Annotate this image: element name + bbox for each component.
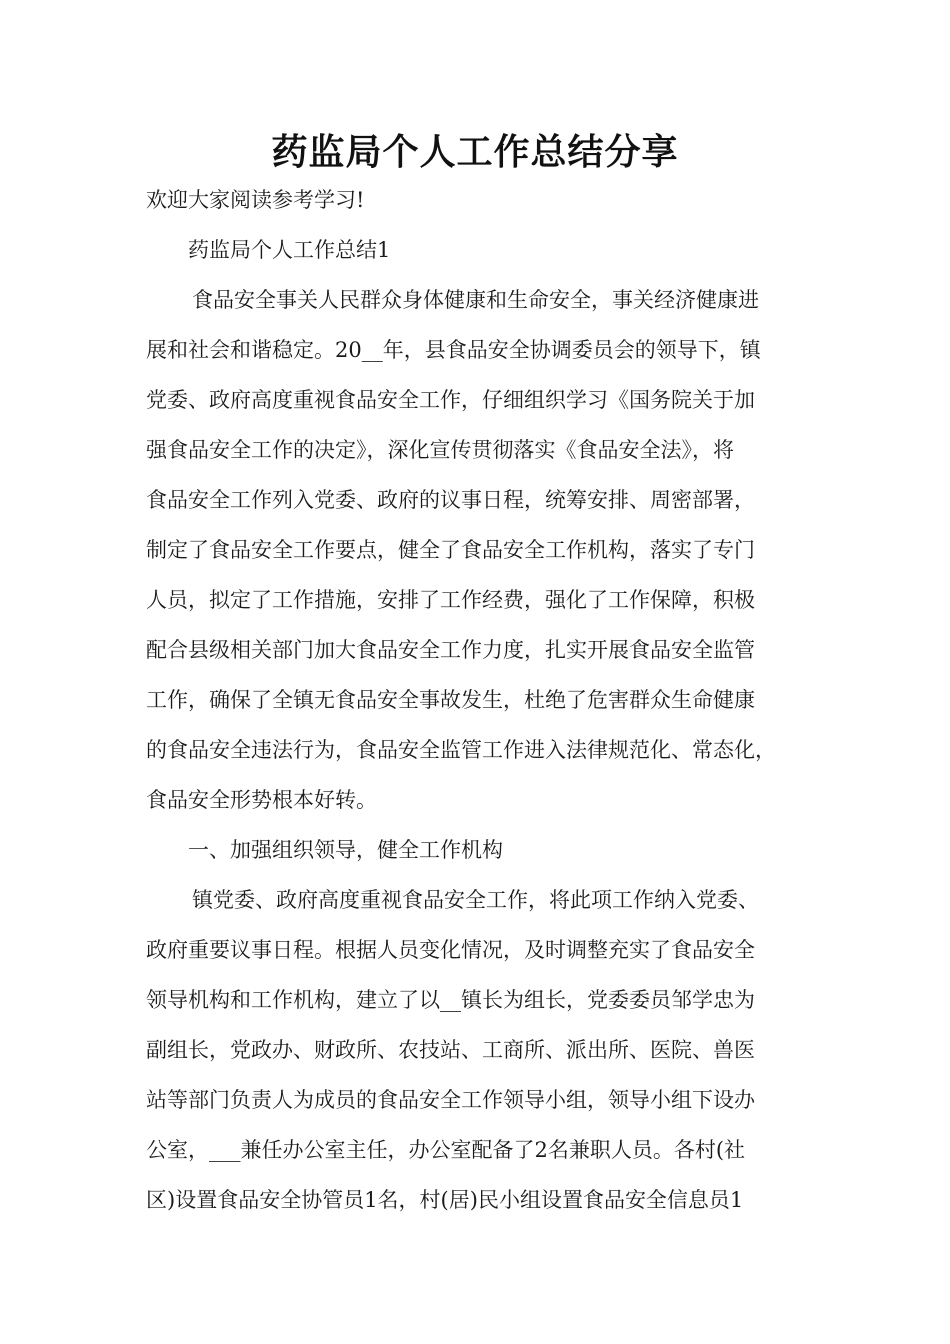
paragraph2-line: 政府重要议事日程。根据人员变化情况，及时调整充实了食品安全	[146, 938, 755, 962]
paragraph2-line: 镇党委、政府高度重视食品安全工作，将此项工作纳入党委、	[192, 888, 759, 912]
paragraph1-line: 配合县级相关部门加大食品安全工作力度，扎实开展食品安全监管	[146, 638, 755, 662]
paragraph1-line: 展和社会和谐稳定。20__年，县食品安全协调委员会的领导下，镇	[146, 338, 761, 362]
paragraph1-line: 食品安全事关人民群众身体健康和生命安全，事关经济健康进	[192, 288, 759, 312]
section-title: 药监局个人工作总结1	[188, 238, 391, 262]
paragraph1-line: 工作，确保了全镇无食品安全事故发生，杜绝了危害群众生命健康	[146, 688, 755, 712]
paragraph2-line: 公室，___兼任办公室主任，办公室配备了2名兼职人员。各村(社	[146, 1138, 746, 1162]
paragraph2-line: 区)设置食品安全协管员1名，村(居)民小组设置食品安全信息员1	[146, 1188, 744, 1212]
paragraph1-line: 党委、政府高度重视食品安全工作，仔细组织学习《国务院关于加	[146, 388, 755, 412]
paragraph1-line: 强食品安全工作的决定》，深化宣传贯彻落实《食品安全法》，将	[146, 438, 734, 462]
paragraph2-line: 站等部门负责人为成员的食品安全工作领导小组，领导小组下设办	[146, 1088, 755, 1112]
document-body	[146, 225, 822, 1225]
intro-text	[146, 175, 822, 225]
paragraph1-line: 制定了食品安全工作要点，健全了食品安全工作机构，落实了专门	[146, 538, 755, 562]
document-title: 药监局个人工作总结分享	[271, 132, 679, 173]
paragraph1-line: 食品安全形势根本好转。	[146, 788, 377, 812]
intro-line: 欢迎大家阅读参考学习!	[146, 188, 365, 212]
section-heading: 一、加强组织领导，健全工作机构	[188, 838, 503, 862]
paragraph1-line: 的食品安全违法行为，食品安全监管工作进入法律规范化、常态化，	[146, 738, 776, 762]
paragraph2-line: 副组长，党政办、财政所、农技站、工商所、派出所、医院、兽医	[146, 1038, 755, 1062]
paragraph1-line: 食品安全工作列入党委、政府的议事日程，统筹安排、周密部署，	[146, 488, 755, 512]
paragraph1-line: 人员，拟定了工作措施，安排了工作经费，强化了工作保障，积极	[146, 588, 755, 612]
paragraph2-line: 领导机构和工作机构，建立了以__镇长为组长，党委委员邹学忠为	[146, 988, 755, 1012]
